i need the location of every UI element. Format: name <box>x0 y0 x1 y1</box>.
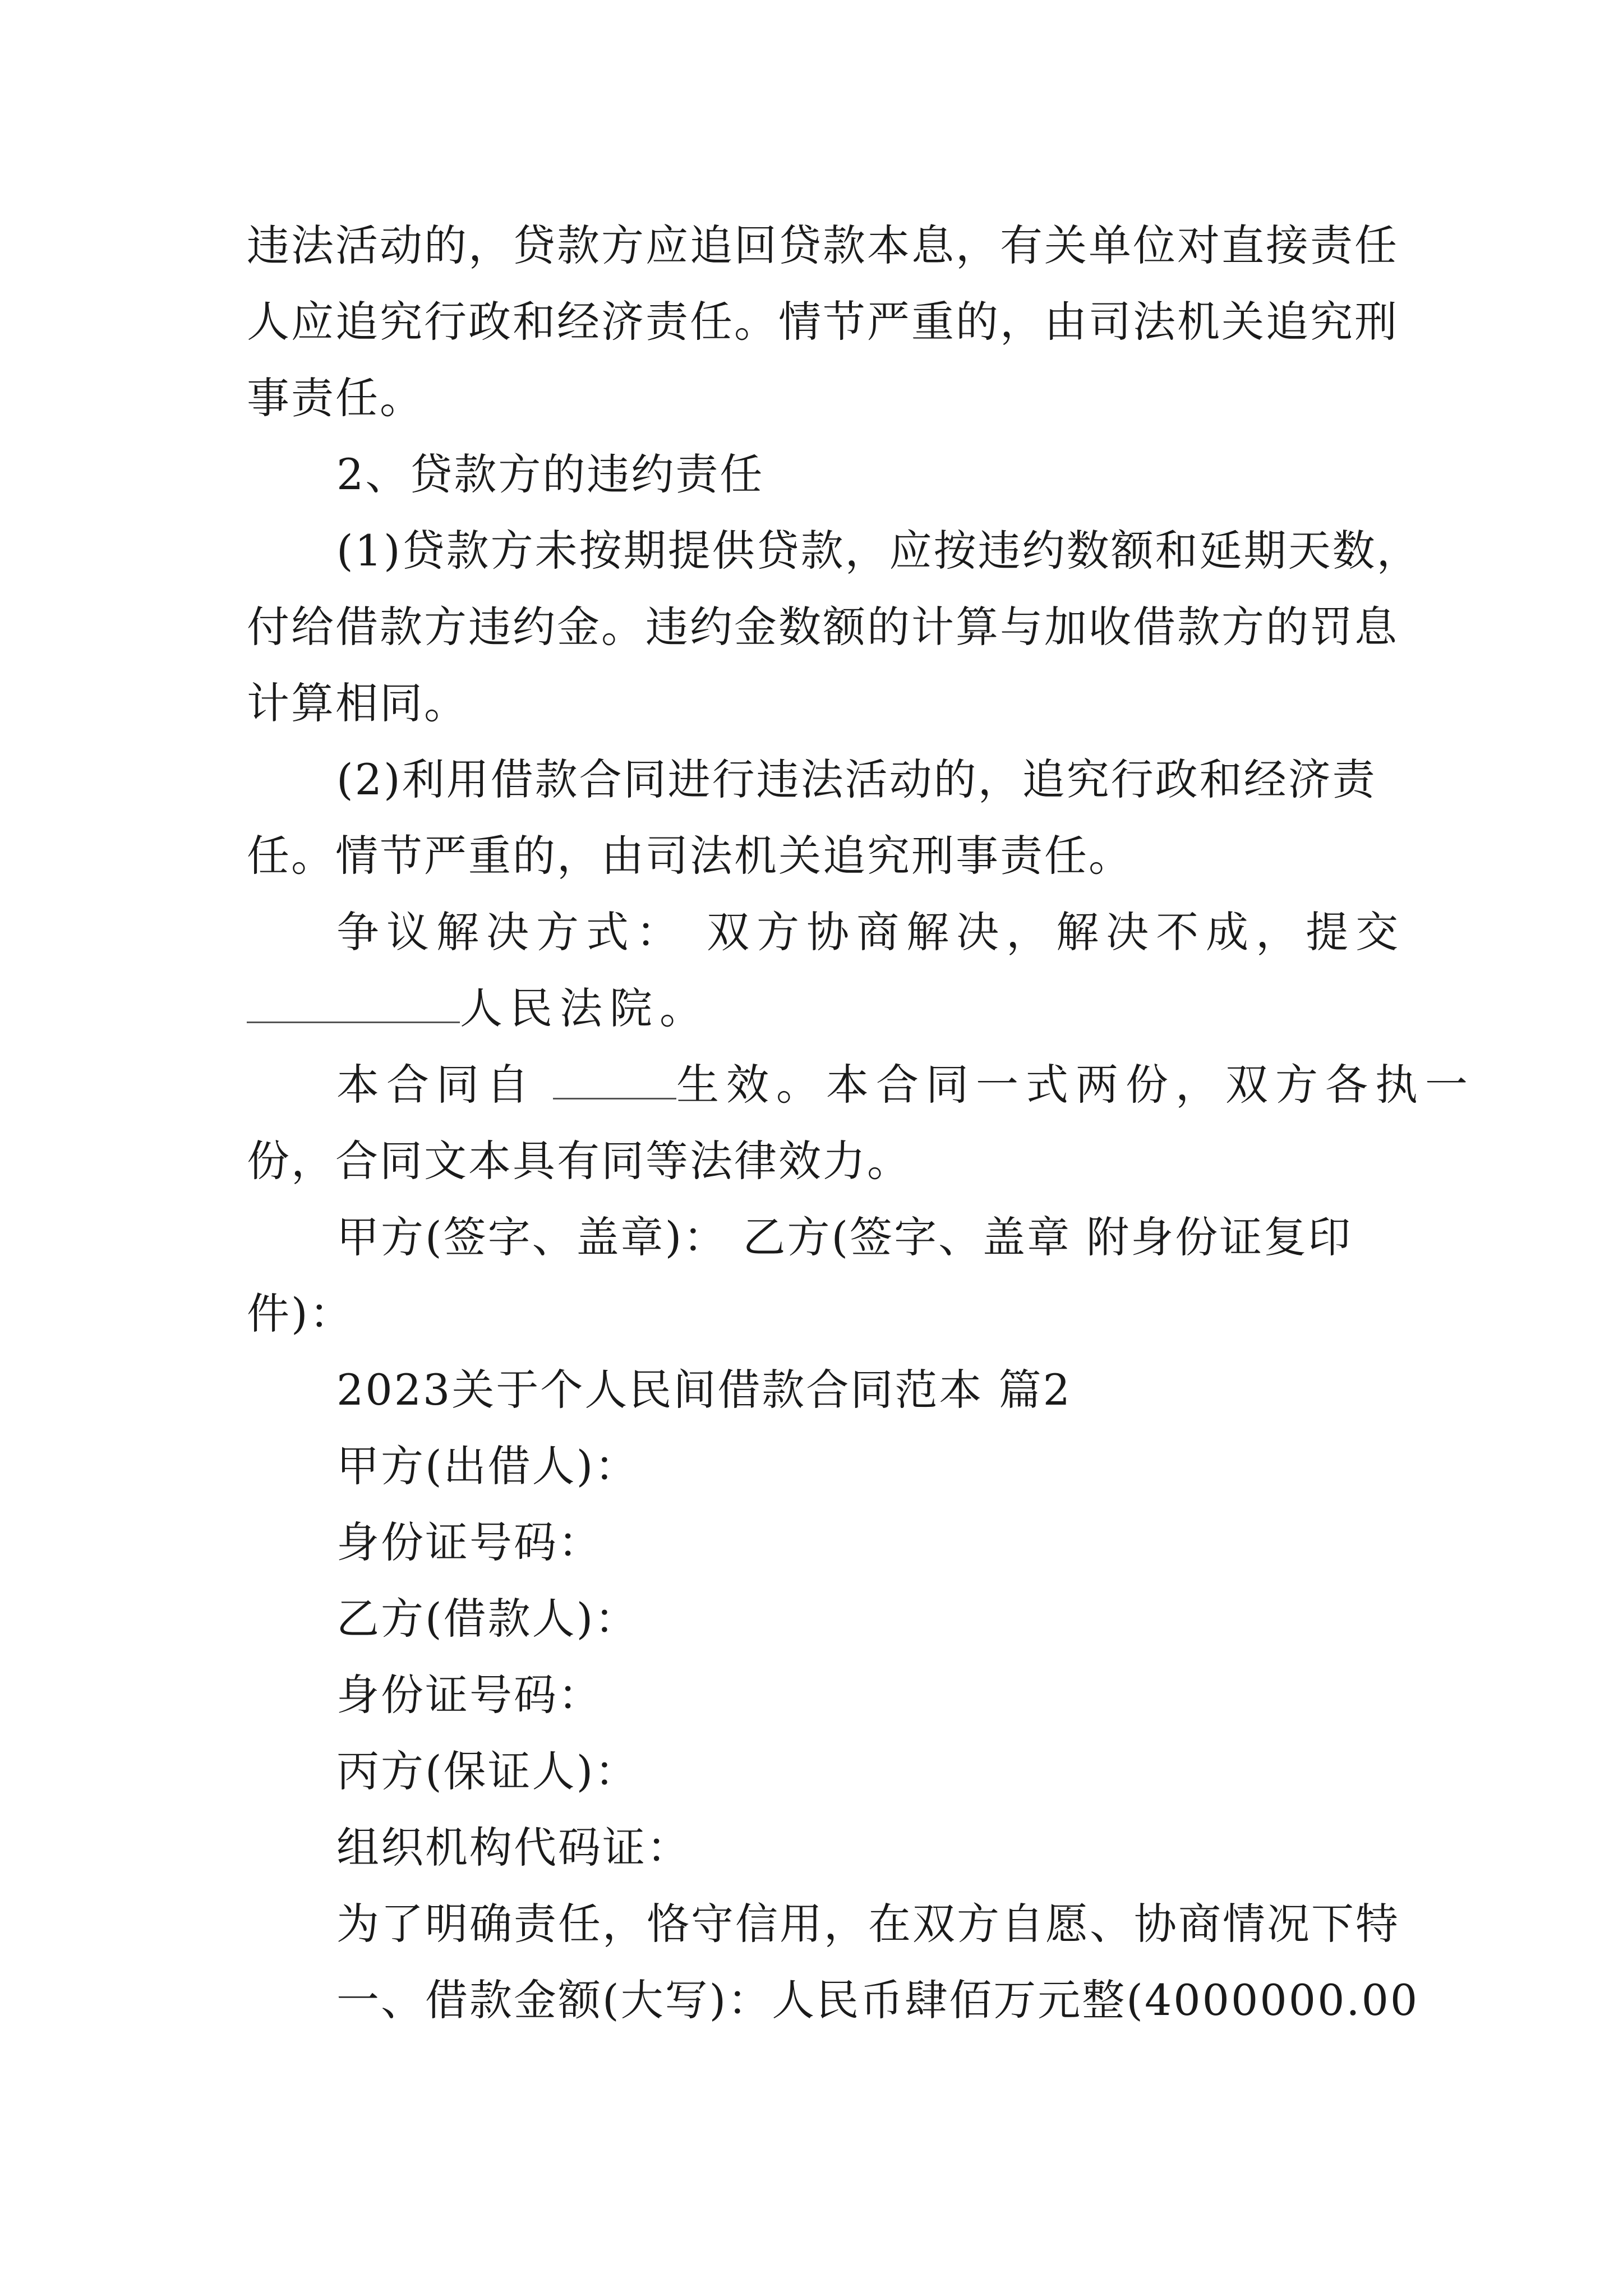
id-number-line: 身份证号码： <box>336 1670 602 1720</box>
text-line: 付给借款方违约金。违约金数额的计算与加收借款方的罚息 <box>247 602 1399 652</box>
party-a-line: 甲方(出借人)： <box>336 1441 639 1491</box>
court-name-blank <box>247 982 460 1023</box>
text-line: 份，合同文本具有同等法律效力。 <box>247 1136 911 1186</box>
contract-title: 2023关于个人民间借款合同范本 篇2 <box>336 1365 1072 1415</box>
dispute-resolution-line: 争议解决方式： 双方协商解决，解决不成，提交 <box>336 907 1406 957</box>
signature-line: 甲方(签字、盖章)： 乙方(签字、盖章 附身份证复印 <box>336 1212 1353 1262</box>
party-b-line: 乙方(借款人)： <box>336 1594 639 1644</box>
text-line: 事责任。 <box>247 373 424 423</box>
loan-amount-line: 一、借款金额(大写)：人民币肆佰万元整(4000000.00 <box>336 1975 1419 2025</box>
court-line <box>247 970 1385 1047</box>
section-heading: 2、贷款方的违约责任 <box>336 449 764 499</box>
text-line: 人应追究行政和经济责任。情节严重的，由司法机关追究刑 <box>247 297 1399 347</box>
document-body <box>247 208 1475 2039</box>
org-code-line: 组织机构代码证： <box>336 1823 691 1872</box>
text-line: 违法活动的，贷款方应追回贷款本息，有关单位对直接责任 <box>247 220 1399 270</box>
party-c-line: 丙方(保证人)： <box>336 1746 639 1796</box>
text-line: (2)利用借款合同进行违法活动的，追究行政和经济责 <box>336 754 1377 804</box>
id-number-line: 身份证号码： <box>336 1517 602 1567</box>
text-line: 件)： <box>247 1289 354 1338</box>
effective-date-blank <box>553 1059 676 1099</box>
effective-prefix: 本合同自 <box>336 1060 536 1110</box>
text-line: 为了明确责任，恪守信用，在双方自愿、协商情况下特 <box>336 1899 1400 1949</box>
effective-suffix: 生效。本合同一式两份，双方各执一 <box>676 1060 1475 1110</box>
effective-date-line <box>247 1047 1475 1123</box>
court-suffix: 人民法院。 <box>460 983 709 1033</box>
text-line: 任。情节严重的，由司法机关追究刑事责任。 <box>247 831 1133 881</box>
text-line: 计算相同。 <box>247 678 468 728</box>
text-line: (1)贷款方未按期提供贷款，应按违约数额和延期天数， <box>336 526 1421 576</box>
